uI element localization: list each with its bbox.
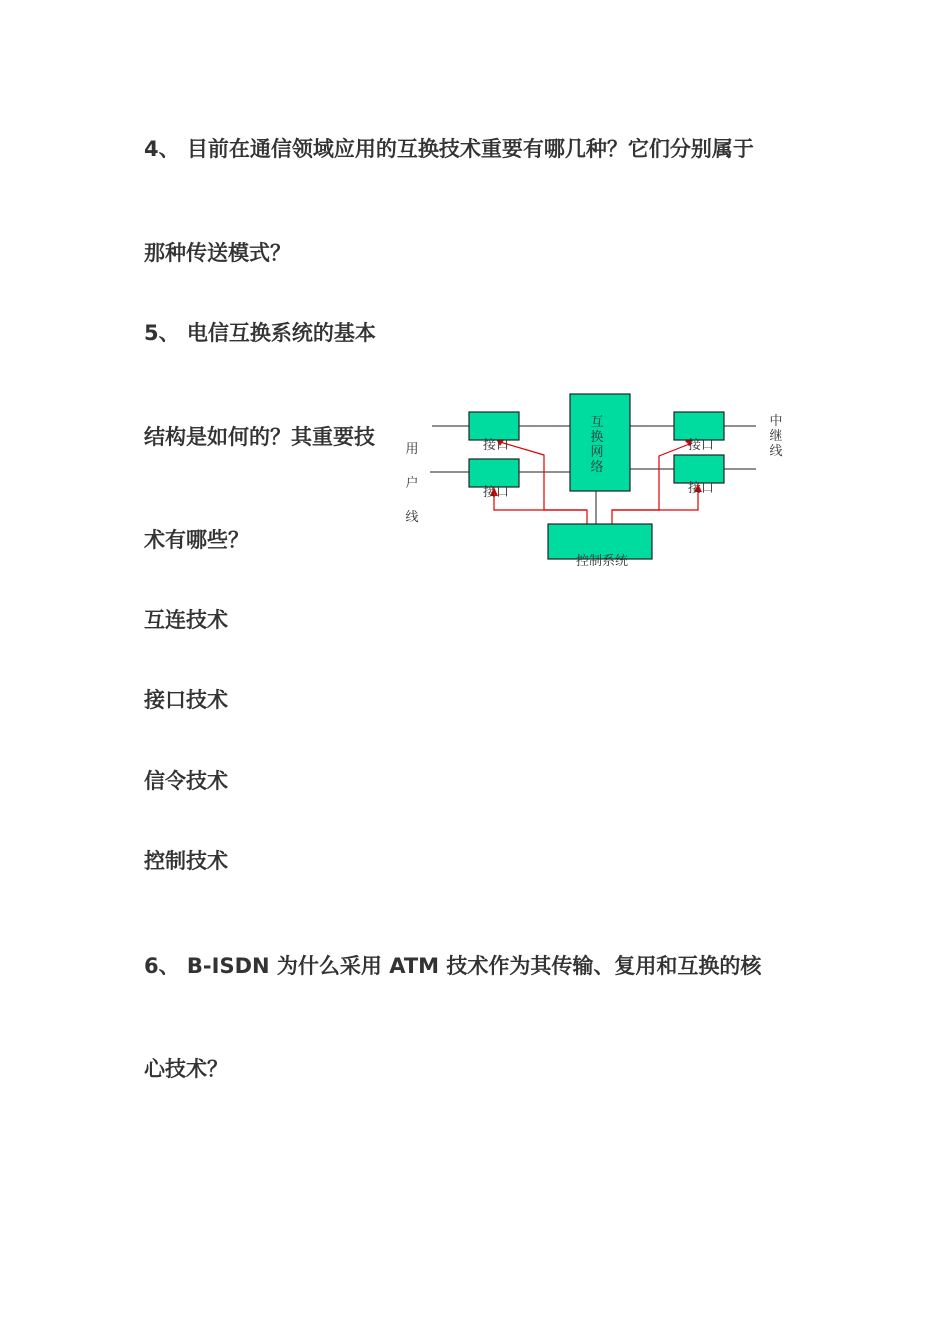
switch-network-char-3: 网 [590,445,604,460]
user-line-char-3: 线 [405,510,419,525]
q4-line-1: 4、 目前在通信领域应用的互换技术重要有哪几种？它们分别属于 [144,137,754,161]
switch-network-char-2: 换 [590,430,604,445]
interface-label-left-bottom: 接口 [482,485,510,500]
switch-network-char-4: 络 [590,460,604,475]
user-line-char-2: 户 [405,476,419,491]
q5-line-1: 5、 电信互换系统的基本 [144,321,376,345]
switch-network-char-1: 互 [590,415,604,430]
answer-interface: 接口技术 [144,688,228,712]
trunk-line-char-1: 中 [769,414,783,429]
interface-box-left-top [469,412,519,440]
answer-control: 控制技术 [144,849,228,873]
control-system-label: 控制系统 [575,554,629,569]
interface-label-right-top: 接口 [687,438,715,453]
answer-signaling: 信令技术 [144,769,228,793]
user-line-char-1: 用 [405,442,419,457]
q6-line-1: 6、 B-ISDN 为什么采用 ATM 技术作为其传输、复用和互换的核 [144,954,762,978]
interface-box-right-top [674,412,724,440]
q5-line-3: 术有哪些？ [144,528,249,552]
interface-label-right-bottom: 接口 [687,481,715,496]
interface-box-left-bottom [469,459,519,487]
q5-line-2: 结构是如何的？其重要技 [144,425,375,449]
trunk-line-char-2: 继 [769,429,783,444]
q6-line-2: 心技术？ [144,1057,228,1081]
interface-box-right-bottom [674,455,724,483]
q4-line-2: 那种传送模式？ [144,241,291,265]
interface-label-left-top: 接口 [482,438,510,453]
trunk-line-char-3: 线 [769,444,783,459]
answer-interconnect: 互连技术 [144,608,228,632]
